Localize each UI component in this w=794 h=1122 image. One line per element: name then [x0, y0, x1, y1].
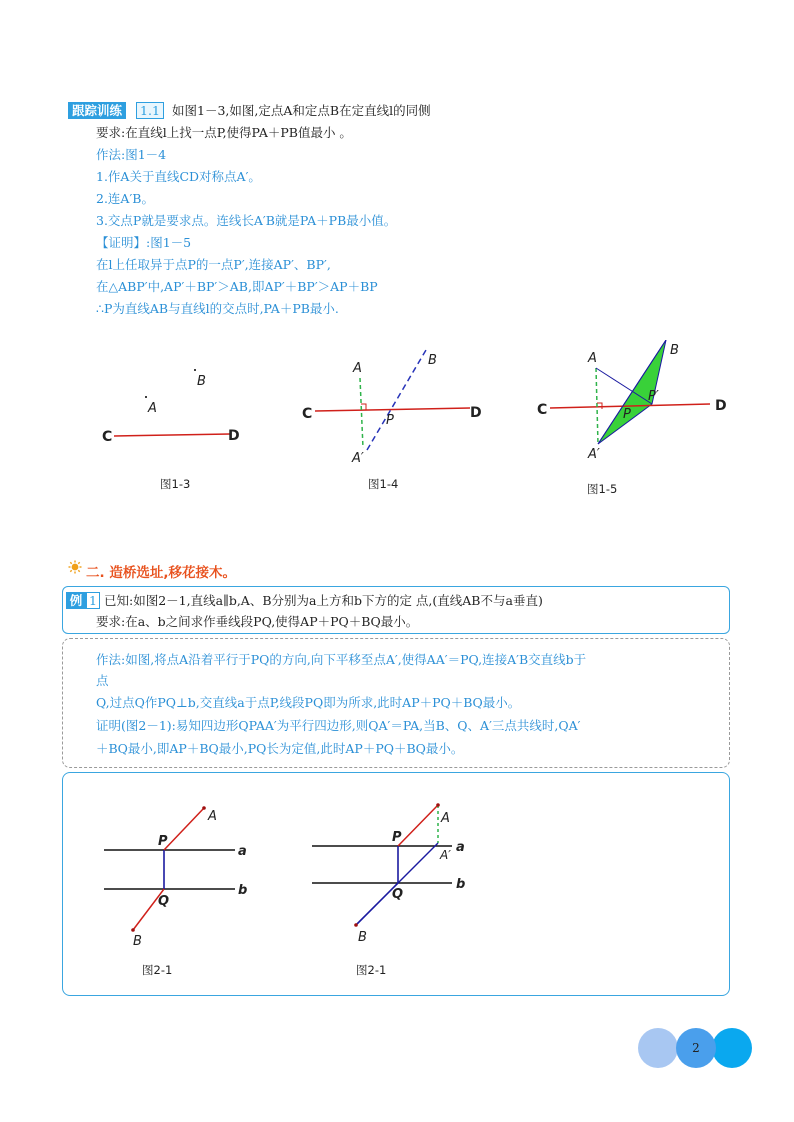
left-label-a-line: a: [238, 844, 247, 859]
right-label-a-line: a: [456, 840, 465, 855]
right-label-q: Q: [392, 887, 404, 902]
caption-fig-1-4: 图1-4: [368, 477, 399, 491]
right-segment-qa-prime: [398, 843, 438, 883]
right-point-a: [436, 803, 440, 807]
caption-fig-2-1-right: 图2-1: [356, 963, 387, 977]
method-title: 作法:图1－4: [96, 147, 167, 162]
page-circle-light: [638, 1028, 678, 1068]
fig14-line-ab: [367, 350, 426, 450]
solution-line-3: Q,过点Q作PQ⊥b,交直线a于点P,线段PQ即为所求,此时AP＋PQ＋BQ最小。: [96, 695, 521, 710]
caption-fig-2-1-left: 图2-1: [142, 963, 173, 977]
figure-2-1-left: [104, 806, 247, 949]
fig14-label-d: D: [470, 405, 482, 421]
fig13-label-d: D: [228, 428, 240, 444]
caption-fig-1-5: 图1-5: [587, 482, 618, 496]
example-line-1: 已知:如图2－1,直线a∥b,A、B分别为a上方和b下方的定 点,(直线AB不与a垂直): [104, 593, 543, 608]
fig13-label-c: C: [102, 429, 113, 445]
figure-1-3: [102, 369, 240, 445]
fig14-label-a: A: [353, 361, 362, 376]
training-line-2: 要求:在直线l上找一点P,使得PA＋PB值最小 。: [96, 125, 352, 140]
fig15-label-a-prime: A′: [588, 447, 600, 462]
fig15-label-p-prime: P′: [648, 389, 659, 404]
page-circle-cyan: [712, 1028, 752, 1068]
fig15-label-d: D: [715, 398, 727, 414]
proof-title: 【证明】:图1－5: [96, 235, 192, 250]
fig14-line-cd: [315, 408, 470, 411]
right-label-a-prime: A′: [440, 848, 451, 862]
left-label-a: A: [208, 809, 217, 824]
left-point-b: [131, 928, 135, 932]
fig15-label-c: C: [537, 402, 548, 418]
right-label-b: B: [358, 930, 367, 945]
figure-row-2: [90, 795, 490, 955]
proof-line-2: 在△ABP′中,AP′＋BP′＞AB,即AP′＋BP′＞AP＋BP: [96, 279, 378, 294]
fig14-line-aa: [360, 378, 363, 448]
point-dot-a: [145, 396, 147, 398]
right-label-p: P: [392, 830, 402, 845]
left-label-p: P: [158, 834, 168, 849]
example-line-2: 要求:在a、b之间求作垂线段PQ,使得AP＋PQ＋BQ最小。: [96, 614, 419, 629]
right-point-b: [354, 923, 358, 927]
right-label-b-line: b: [456, 877, 466, 892]
left-label-q: Q: [158, 894, 170, 909]
fig14-label-b: B: [428, 353, 437, 368]
proof-line-3: ∴P为直线AB与直线l的交点时,PA＋PB最小.: [96, 301, 339, 316]
right-label-a: A: [441, 811, 450, 826]
solution-line-5: ＋BQ最小,即AP＋BQ最小,PQ长为定值,此时AP＋PQ＋BQ最小。: [96, 741, 464, 756]
fig14-label-c: C: [302, 406, 313, 422]
left-label-b: B: [133, 934, 142, 949]
solution-line-2: 点: [96, 673, 109, 688]
example-number: 1: [86, 592, 100, 609]
training-number: 1.1: [136, 102, 164, 119]
page-number: 2: [692, 1041, 700, 1055]
fig13-label-b: B: [197, 374, 206, 389]
fig15-label-p: P: [623, 407, 631, 422]
left-segment-pa: [164, 808, 204, 850]
fig14-label-p: P: [386, 413, 394, 428]
point-dot-b: [194, 369, 196, 371]
fig13-line-cd: [114, 434, 230, 436]
figure-1-5: [537, 340, 727, 462]
fig13-label-a: A: [148, 401, 157, 416]
left-point-a: [202, 806, 206, 810]
left-label-b-line: b: [238, 883, 248, 898]
method-step-3: 3.交点P就是要求点。连线长A′B就是PA＋PB最小值。: [96, 213, 397, 228]
caption-fig-1-3: 图1-3: [160, 477, 191, 491]
example-tag: 例: [66, 592, 86, 609]
solution-line-1: 作法:如图,将点A沿着平行于PQ的方向,向下平移至点A′,使得AA′＝PQ,连接A′B交直线b于: [96, 652, 587, 667]
section-2-title: 二. 造桥选址,移花接木。: [86, 565, 236, 581]
fig15-line-aa: [596, 368, 598, 444]
figure-1-4: [302, 350, 482, 466]
training-tag: 跟踪训练: [68, 102, 126, 119]
right-segment-pa: [398, 805, 438, 846]
solution-line-4: 证明(图2－1):易知四边形QPAA′为平行四边形,则QA′＝PA,当B、Q、A′三点共线时,QA′: [96, 718, 581, 733]
method-step-2: 2.连A′B。: [96, 191, 154, 206]
figure-2-1-right: [312, 803, 465, 945]
fig15-label-b: B: [670, 343, 679, 358]
figure-row-1: [90, 340, 770, 505]
training-line-1: 如图1－3,如图,定点A和定点B在定直线l的同侧: [172, 103, 431, 118]
fig14-label-a-prime: A′: [352, 451, 364, 466]
method-step-1: 1.作A关于直线CD对称点A′。: [96, 169, 261, 184]
fig15-label-a: A: [588, 351, 597, 366]
sun-icon: [68, 560, 82, 574]
proof-line-1: 在l上任取异于点P的一点P′,连接AP′、BP′,: [96, 257, 331, 272]
